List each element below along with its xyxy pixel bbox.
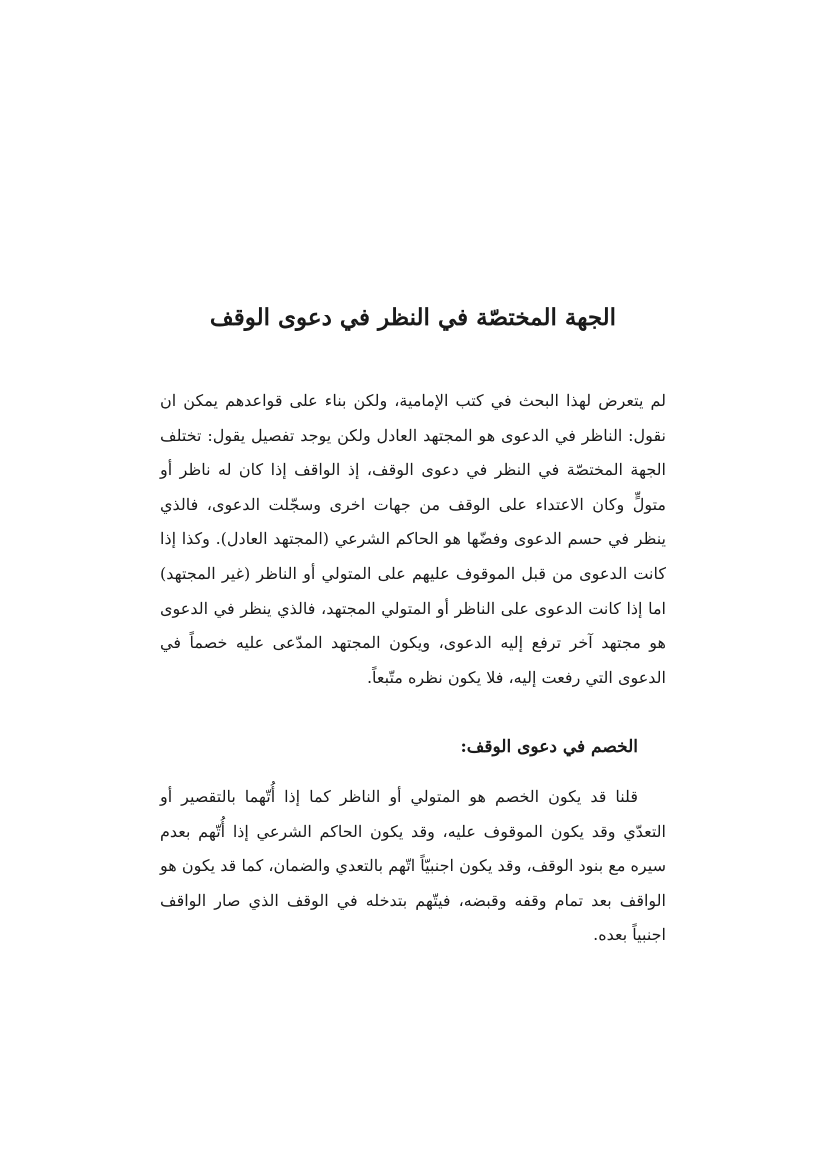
paragraph-1: لم يتعرض لهذا البحث في كتب الإمامية، ولكن بناء على قواعدهم يمكن ان نقول: الناظر في الدعوى هو المجتهد العادل ولكن يوجد تفصيل يقول: تختلف الجهة المختصّة في النظر في دعوى الوقف، إذ الواقف إذا كان له ناظر أو متولٍّ وكان الاعتداء على الوقف من جهات اخرى وسجّلت الدعوى، فالذي ينظر في حسم الدعوى وفضّها هو الحاكم الشرعي (المجتهد العادل). وكذا إذا كانت الدعوى من قبل الموقوف عليهم على المتولي أو الناظر (غير المجتهد) اما إذا كانت الدعوى على الناظر أو المتولي المجتهد، فالذي ينظر في الدعوى هو مجتهد آخر ترفع إليه الدعوى، ويكون المجتهد المدّعى عليه خصماً في الدعوى التي رفعت إليه، فلا يكون نظره متّبعاً. (160, 391, 666, 687)
body-text-section-1 (160, 384, 666, 695)
paragraph-2: قلنا قد يكون الخصم هو المتولي أو الناظر كما إذا أُتّهما بالتقصير أو التعدّي وقد يكون الموقوف عليه، وقد يكون الحاكم الشرعي إذا أُتّهم بعدم سيره مع بنود الوقف، وقد يكون اجنبيّاً اتّهم بالتعدي والضمان، كما قد يكون هو الواقف بعد تمام وقفه وقبضه، فيتّهم بتدخله في الوقف الذي صار الواقف اجنبياً بعده. (160, 787, 666, 945)
body-text-section-2 (160, 780, 666, 953)
section-heading: الخصم في دعوى الوقف: (460, 737, 638, 757)
page-title: الجهة المختصّة في النظر في دعوى الوقف (209, 304, 617, 331)
